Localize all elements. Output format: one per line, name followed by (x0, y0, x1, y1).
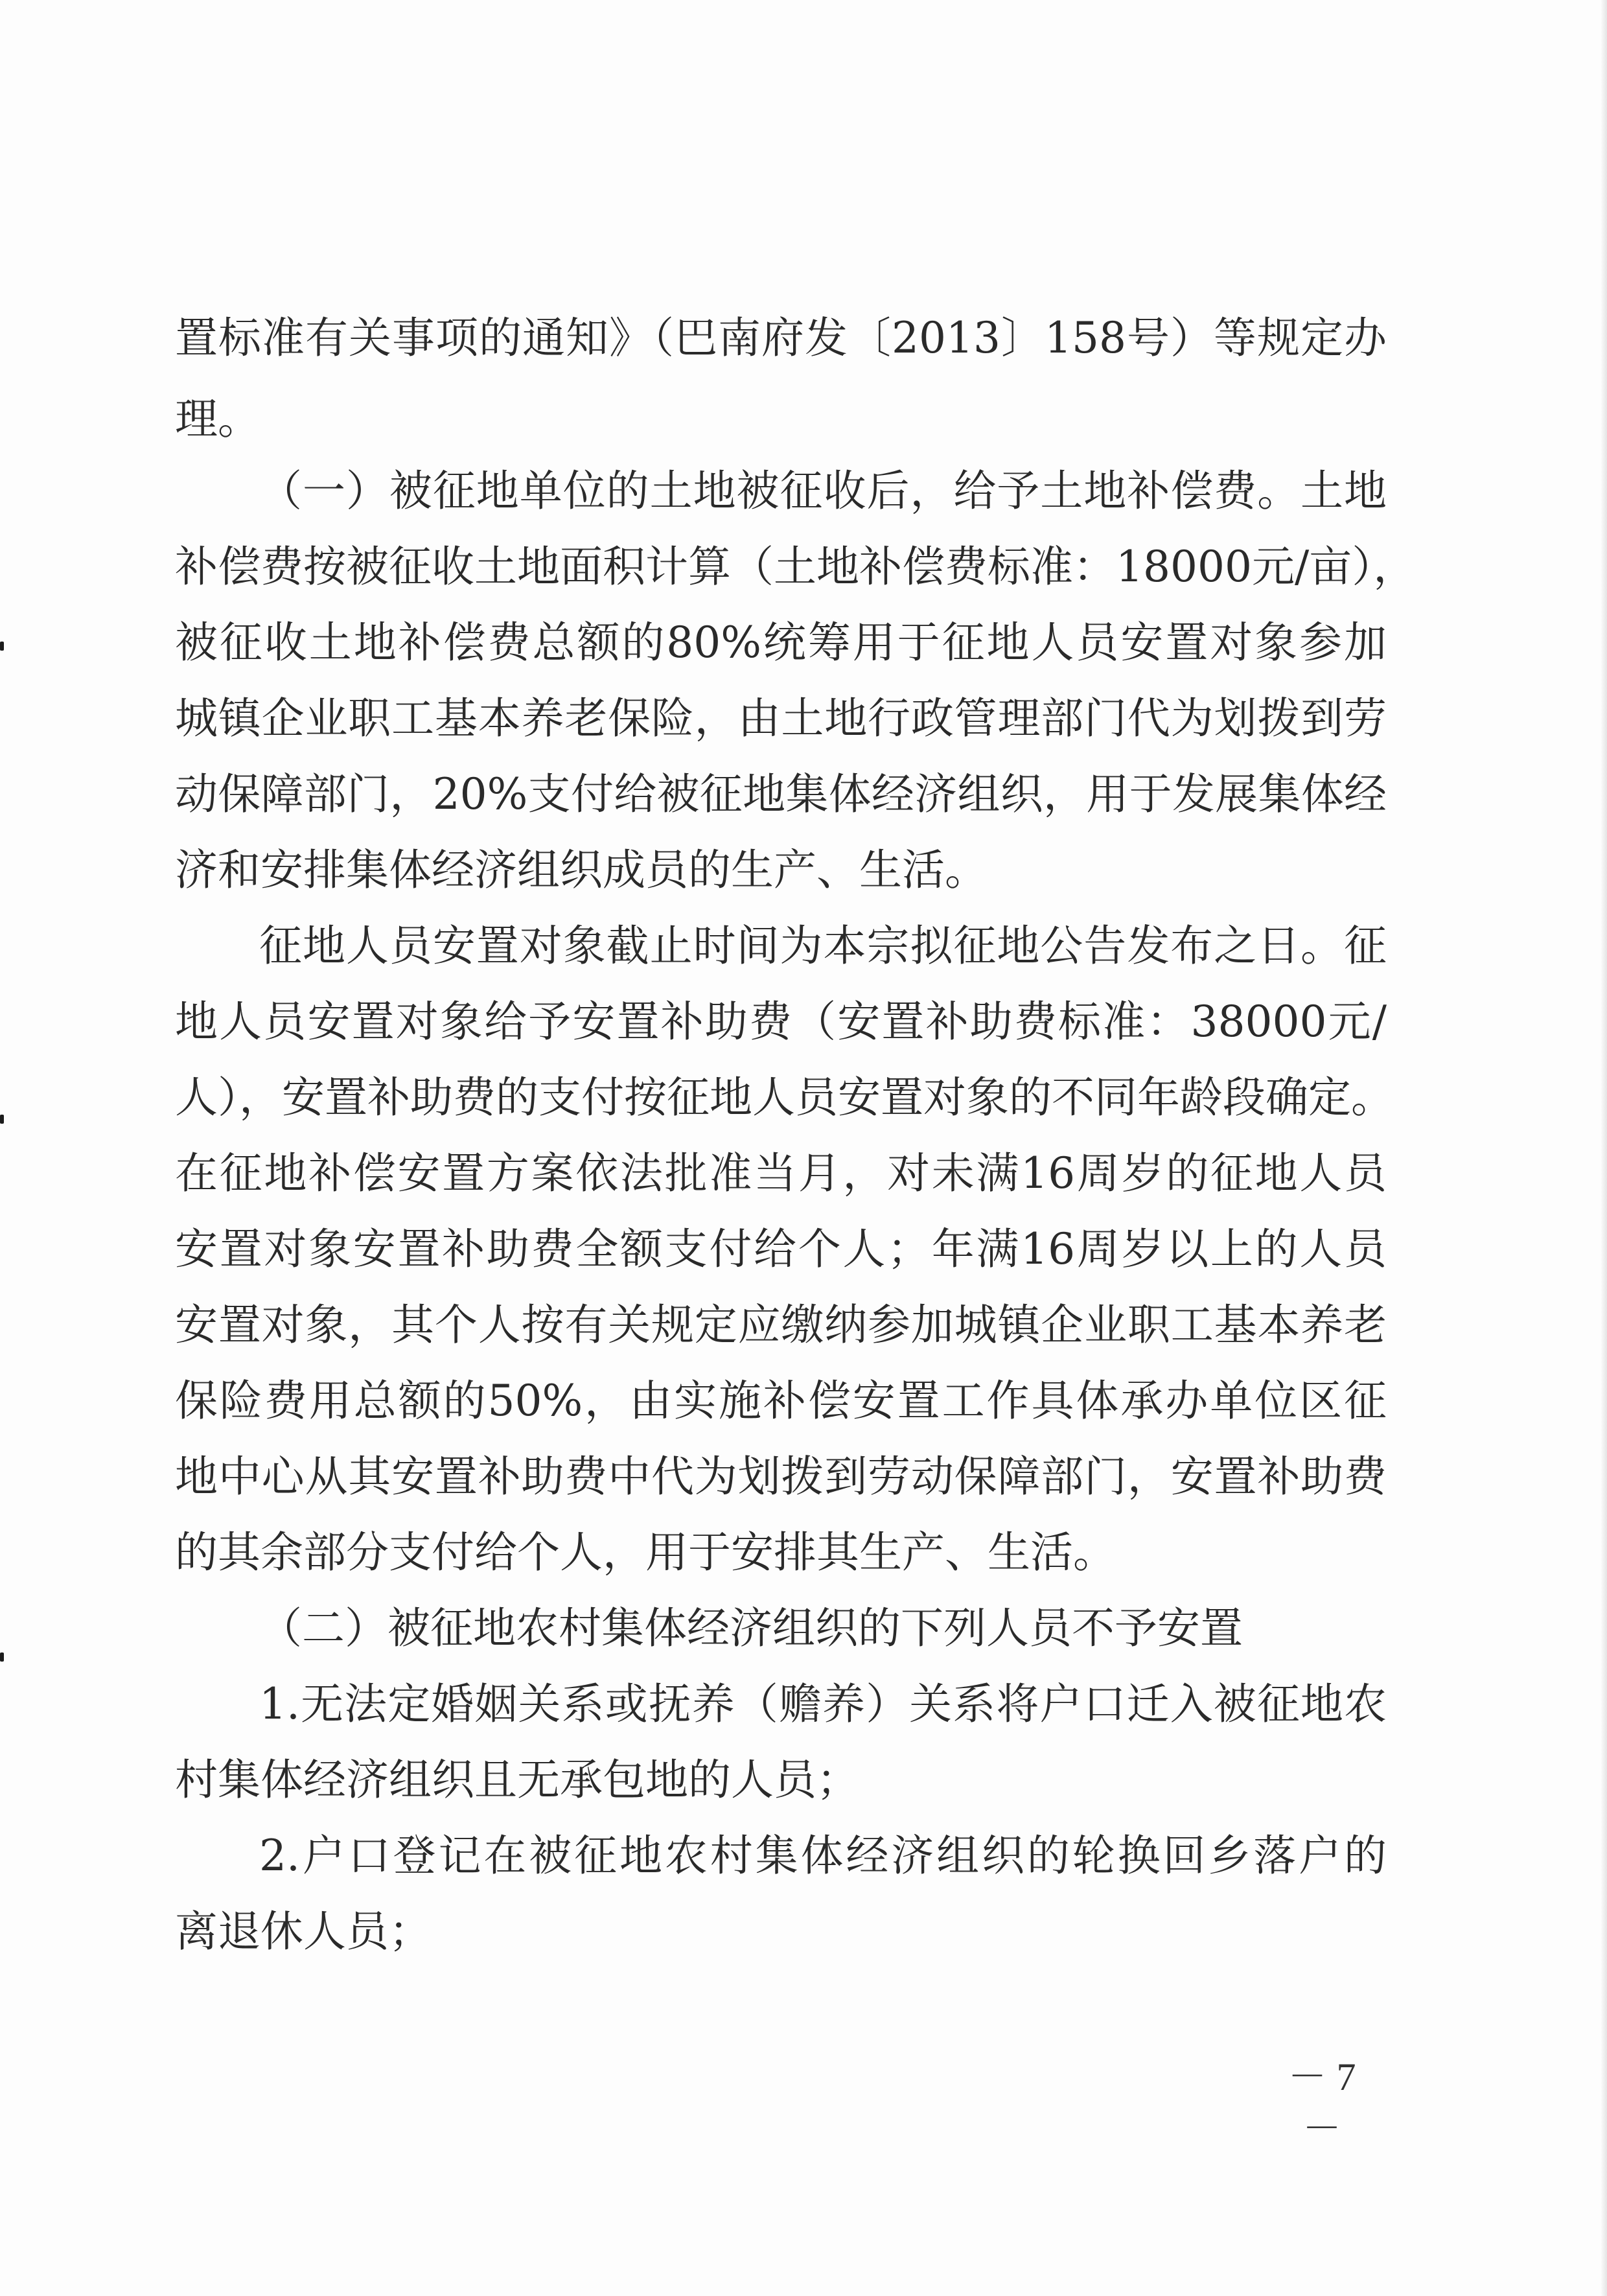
text-line-4: 补偿费按被征收土地面积计算（土地补偿费标准：18000元/亩）， (175, 542, 1416, 592)
text-line-6: 城镇企业职工基本养老保险，由土地行政管理部门代为划拨到劳 (175, 693, 1387, 743)
text-line-15: 保险费用总额的50%，由实施补偿安置工作具体承办单位区征 (175, 1376, 1387, 1426)
text-line-21: 2.户口登记在被征地农村集体经济组织的轮换回乡落户的 (259, 1831, 1387, 1881)
text-line-5: 被征收土地补偿费总额的80%统筹用于征地人员安置对象参加 (175, 618, 1387, 667)
text-line-3: （一）被征地单位的土地被征收后，给予土地补偿费。土地 (259, 466, 1387, 516)
text-line-18: （二）被征地农村集体经济组织的下列人员不予安置 (259, 1603, 1243, 1653)
text-line-7: 动保障部门，20%支付给被征地集体经济组织，用于发展集体经 (175, 769, 1387, 819)
text-line-13: 安置对象安置补助费全额支付给个人；年满16周岁以上的人员 (175, 1224, 1387, 1274)
text-line-1: 置标准有关事项的通知》（巴南府发〔2013〕158号）等规定办 (175, 313, 1387, 363)
text-line-22: 离退休人员； (175, 1907, 432, 1956)
text-line-11: 人），安置补助费的支付按征地人员安置对象的不同年龄段确定。 (175, 1073, 1394, 1122)
text-line-14: 安置对象，其个人按有关规定应缴纳参加城镇企业职工基本养老 (175, 1300, 1387, 1350)
text-line-8: 济和安排集体经济组织成员的生产、生活。 (175, 845, 988, 895)
text-line-20: 村集体经济组织且无承包地的人员； (175, 1755, 859, 1805)
page-number: － 7 － (1288, 2056, 1356, 2150)
text-line-2: 理。 (175, 394, 260, 444)
text-line-10: 地人员安置对象给予安置补助费（安置补助费标准：38000元/ (175, 997, 1387, 1047)
text-line-19: 1.无法定婚姻关系或抚养（赡养）关系将户口迁入被征地农 (259, 1679, 1387, 1729)
text-line-9: 征地人员安置对象截止时间为本宗拟征地公告发布之日。征 (259, 921, 1387, 971)
text-line-16: 地中心从其安置补助费中代为划拨到劳动保障部门，安置补助费 (175, 1452, 1387, 1502)
text-line-12: 在征地补偿安置方案依法批准当月，对未满16周岁的征地人员 (175, 1148, 1387, 1198)
text-line-17: 的其余部分支付给个人，用于安排其生产、生活。 (175, 1527, 1116, 1577)
